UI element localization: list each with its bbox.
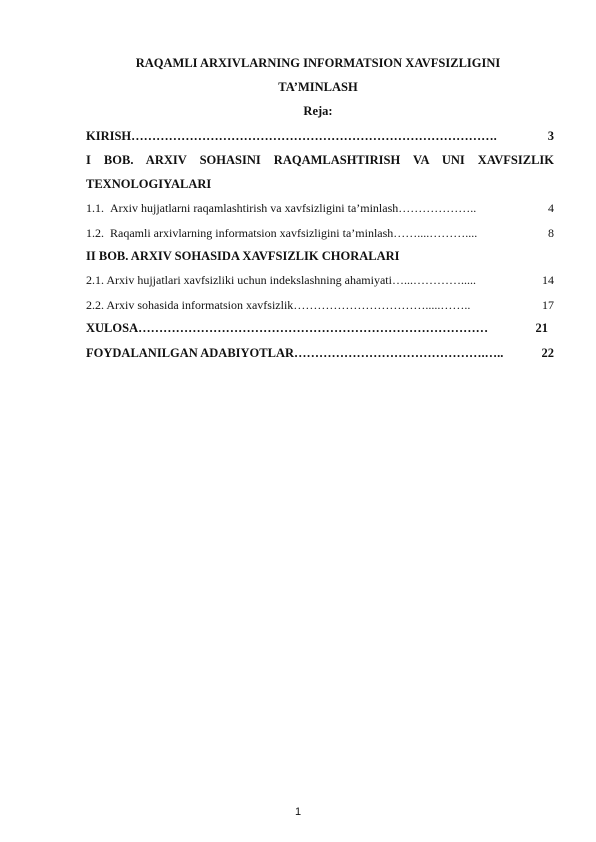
toc-entry-text: 2.2. Arxiv sohasida informatsion xavfsizlik xyxy=(86,298,294,312)
toc-chapter-1-line-1: I BOB. ARXIV SOHASINI RAQAMLASHTIRISH VA UNI XAVFSIZLIK xyxy=(86,153,554,167)
toc-entry-text: FOYDALANILGAN ADABIYOTLAR xyxy=(86,346,295,360)
toc-entry-1-2 xyxy=(86,226,554,241)
toc-page-number: 22 xyxy=(541,346,554,360)
toc-chapter-1-line-2: TEXNOLOGIYALARI xyxy=(86,177,212,191)
toc-entry-intro xyxy=(86,129,554,144)
toc-entry-text: Arxiv hujjatlarni raqamlashtirish va xavfsizligini ta’minlash xyxy=(110,201,399,215)
toc-entry-text: KIRISH xyxy=(86,129,132,143)
toc-page-number: 4 xyxy=(548,201,554,215)
toc-leader: ……....……….... xyxy=(393,226,478,240)
toc-leader: …………………………….....…….. xyxy=(293,298,471,312)
toc-entry-2-2 xyxy=(86,298,554,313)
toc-entry-text: 2.1. Arxiv hujjatlari xavfsizliki uchun indekslashning ahamiyati xyxy=(86,273,392,287)
toc-page-number: 21 xyxy=(535,321,548,335)
document-title-line-2: TA’MINLASH xyxy=(278,80,358,94)
plan-heading: Reja: xyxy=(303,104,333,118)
toc-entry-number: 1.1. xyxy=(86,201,104,215)
toc-entry-text: XULOSA xyxy=(86,321,139,335)
toc-chapter-2: II BOB. ARXIV SOHASIDA XAVFSIZLIK CHORALARI xyxy=(86,249,400,263)
toc-leader: ……………………………………………………………………………. xyxy=(131,129,497,143)
page-number: 1 xyxy=(294,806,302,818)
toc-leader: ……………….. xyxy=(398,201,477,215)
toc-entry-2-1 xyxy=(86,273,554,288)
toc-entry-conclusion xyxy=(86,321,548,336)
toc-entry-number: 1.2. xyxy=(86,226,104,240)
toc-entry-text: Raqamli arxivlarning informatsion xavfsizligini ta’minlash xyxy=(110,226,394,240)
toc-entry-references xyxy=(86,346,554,361)
toc-page-number: 3 xyxy=(547,129,554,143)
toc-leader: …...…………..... xyxy=(391,273,476,287)
toc-leader: ………………………………………………………………………… xyxy=(138,321,489,335)
toc-page-number: 8 xyxy=(548,226,554,240)
toc-page-number: 14 xyxy=(542,273,554,287)
toc-page-number: 17 xyxy=(542,298,554,312)
toc-entry-1-1 xyxy=(86,201,554,216)
document-title-line-1: RAQAMLI ARXIVLARNING INFORMATSION XAVFSIZLIGINI xyxy=(135,56,501,70)
toc-leader: ……………………………………….….. xyxy=(294,346,504,360)
